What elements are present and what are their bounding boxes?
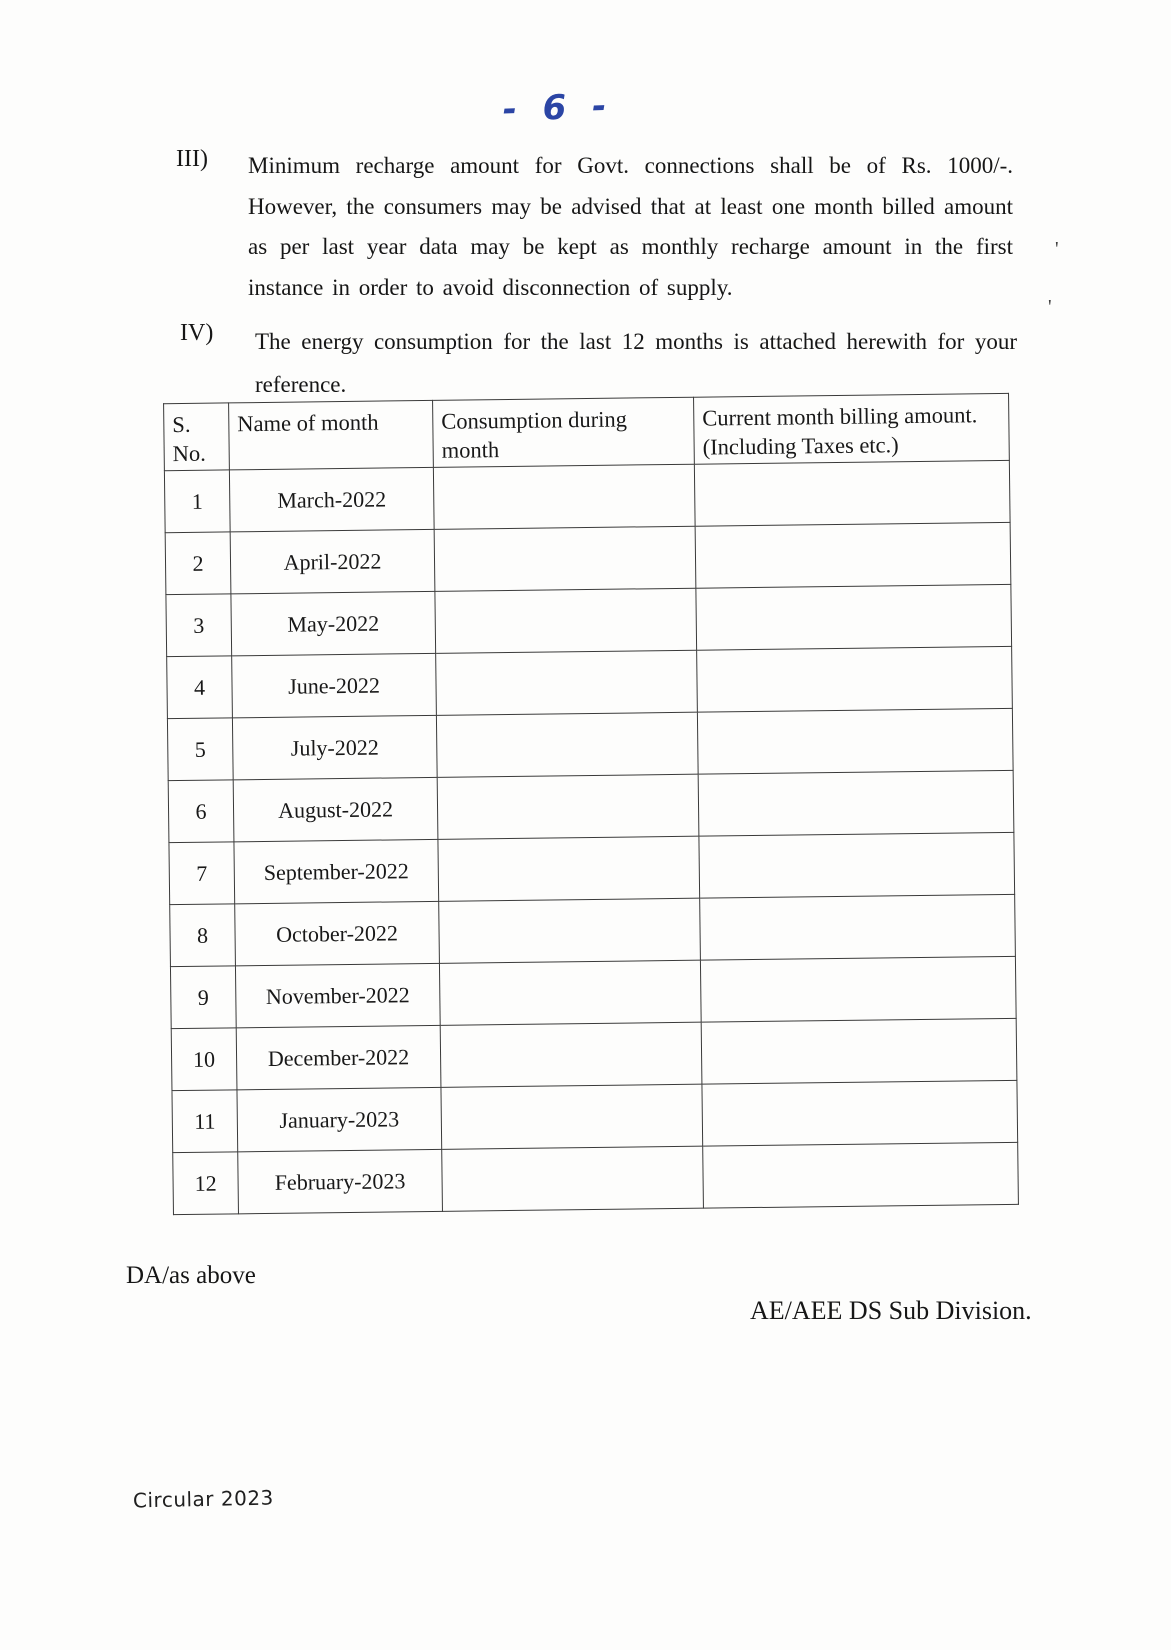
cell-consumption <box>440 1022 702 1087</box>
cell-month: August-2022 <box>233 777 438 841</box>
header-billing <box>694 393 1010 464</box>
cell-serial: 10 <box>171 1028 237 1091</box>
cell-consumption <box>442 1146 704 1211</box>
cell-billing <box>701 1018 1017 1084</box>
scan-artifact-mark: ' <box>1048 296 1052 318</box>
cell-consumption <box>439 960 701 1025</box>
cell-serial: 7 <box>169 842 235 905</box>
cell-month: March-2022 <box>229 467 434 531</box>
header-month: Name of month <box>229 400 434 469</box>
header-billing-line1: Current month billing amount. <box>702 402 978 431</box>
table-row <box>166 584 1012 656</box>
list-marker-iii: III) <box>176 146 208 172</box>
cell-billing <box>700 956 1016 1022</box>
cell-consumption <box>441 1084 703 1149</box>
cell-serial: 9 <box>170 966 236 1029</box>
table-header-row <box>164 393 1010 470</box>
cell-consumption <box>436 650 698 715</box>
table-row <box>169 832 1015 904</box>
cell-month: April-2022 <box>230 529 435 593</box>
cell-month: October-2022 <box>235 901 440 965</box>
cell-serial: 11 <box>172 1090 238 1153</box>
scan-artifact-mark: ' <box>1055 238 1059 260</box>
paragraph-iii: Minimum recharge amount for Govt. connections shall be of Rs. 1000/-. However, the consumers may be advised that at least one month billed amount as per last year data may be kept as monthly recharge amount in the first instance in order to avoid disconnection of supply. <box>248 153 1013 300</box>
cell-billing <box>697 646 1013 712</box>
table-row <box>168 770 1014 842</box>
cell-serial: 4 <box>167 656 233 719</box>
cell-month: May-2022 <box>231 591 436 655</box>
table-row <box>170 956 1016 1028</box>
table-row <box>171 1018 1017 1090</box>
cell-serial: 5 <box>167 718 233 781</box>
cell-month: July-2022 <box>232 715 437 779</box>
table-row <box>165 522 1011 594</box>
cell-consumption <box>437 774 699 839</box>
cell-billing <box>695 522 1011 588</box>
cell-billing <box>697 708 1013 774</box>
cell-consumption <box>439 898 701 963</box>
cell-serial: 12 <box>173 1152 239 1215</box>
header-consumption: Consumption during month <box>433 397 695 467</box>
cell-serial: 2 <box>165 532 231 595</box>
table-row <box>172 1080 1018 1152</box>
cell-serial: 3 <box>166 594 232 657</box>
cell-billing <box>700 894 1016 960</box>
cell-consumption <box>435 588 697 653</box>
cell-consumption <box>433 464 695 529</box>
cell-month: June-2022 <box>232 653 437 717</box>
cell-consumption <box>436 712 698 777</box>
cell-month: September-2022 <box>234 839 439 903</box>
cell-billing <box>694 460 1010 526</box>
table-row <box>170 894 1016 966</box>
cell-month: November-2022 <box>235 963 440 1027</box>
header-billing-line2: (Including Taxes etc.) <box>702 432 899 460</box>
energy-consumption-table <box>163 393 1019 1215</box>
cell-serial: 6 <box>168 780 234 843</box>
circular-year-stamp: Circular 2023 <box>132 1485 275 1513</box>
signature-designation: AE/AEE DS Sub Division. <box>750 1296 1032 1325</box>
cell-consumption <box>434 526 696 591</box>
cell-month: February-2023 <box>238 1149 443 1213</box>
handwritten-page-number: - 6 - <box>502 86 614 130</box>
cell-billing <box>698 770 1014 836</box>
header-serial-line2: No. <box>172 440 206 467</box>
header-serial-number <box>164 403 230 471</box>
table-row <box>173 1142 1019 1214</box>
list-marker-iv: IV) <box>180 320 214 346</box>
table-row <box>167 708 1013 780</box>
cell-month: December-2022 <box>236 1025 441 1089</box>
header-serial-line1: S. <box>172 411 191 438</box>
paragraph-iv: The energy consumption for the last 12 months is attached herewith for your reference. <box>255 329 1017 397</box>
cell-billing <box>696 584 1012 650</box>
cell-serial: 1 <box>164 470 230 533</box>
cell-billing <box>703 1142 1019 1208</box>
table-row <box>167 646 1013 718</box>
cell-serial: 8 <box>170 904 236 967</box>
enclosure-note: DA/as above <box>126 1262 256 1289</box>
cell-consumption <box>438 836 700 901</box>
cell-billing <box>699 832 1015 898</box>
cell-month: January-2023 <box>237 1087 442 1151</box>
cell-billing <box>702 1080 1018 1146</box>
table-row <box>164 460 1010 532</box>
